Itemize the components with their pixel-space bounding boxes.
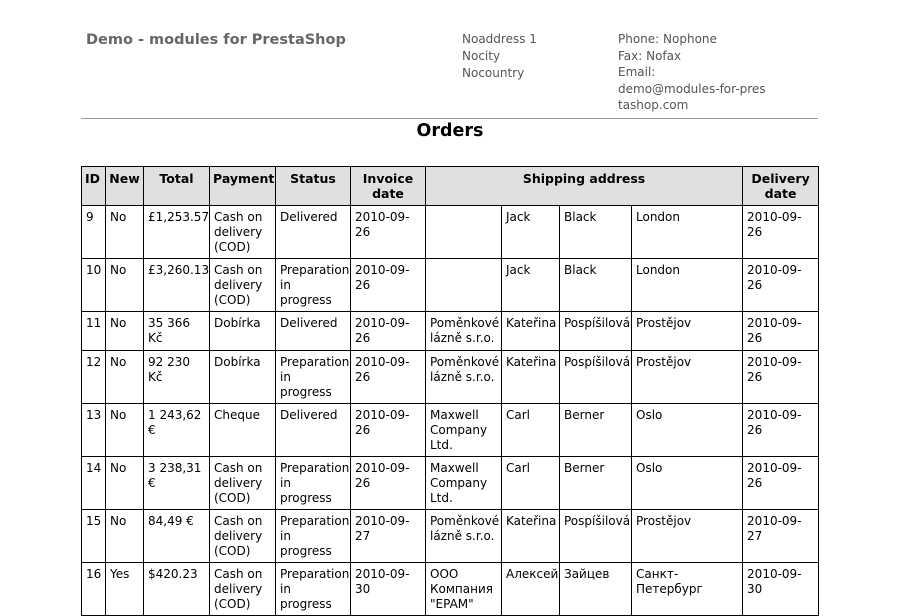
shop-name: Demo - modules for PrestaShop xyxy=(86,32,346,48)
order-status: Preparation in progress xyxy=(276,510,351,563)
order-payment: Cheque xyxy=(210,404,276,457)
order-total: 92 230 Kč xyxy=(144,351,210,404)
shipping-last-name: Black xyxy=(560,259,632,312)
shipping-last-name: Pospíšilová xyxy=(560,351,632,404)
order-status: Delivered xyxy=(276,404,351,457)
order-status: Preparation in progress xyxy=(276,457,351,510)
order-id: 15 xyxy=(82,510,106,563)
shipping-city: Prostějov xyxy=(632,351,743,404)
shipping-first-name: Kateřina xyxy=(502,351,560,404)
shipping-city: Санкт-Петербург xyxy=(632,563,743,616)
shipping-last-name: Зайцев xyxy=(560,563,632,616)
document-header xyxy=(81,30,818,119)
shipping-first-name: Jack xyxy=(502,206,560,259)
orders-table xyxy=(81,166,819,616)
table-row xyxy=(82,510,819,563)
order-invoice-date: 2010-09-26 xyxy=(351,457,426,510)
shipping-last-name: Black xyxy=(560,206,632,259)
shop-address xyxy=(462,31,537,82)
order-delivery-date: 2010-09-26 xyxy=(743,312,819,351)
order-status: Preparation in progress xyxy=(276,563,351,616)
order-delivery-date: 2010-09-26 xyxy=(743,206,819,259)
shipping-city: Oslo xyxy=(632,404,743,457)
table-row xyxy=(82,312,819,351)
shipping-company: Maxwell Company Ltd. xyxy=(426,404,502,457)
shipping-company: Poměnkové lázně s.r.o. xyxy=(426,510,502,563)
order-id: 11 xyxy=(82,312,106,351)
order-total: 84,49 € xyxy=(144,510,210,563)
order-payment: Dobírka xyxy=(210,351,276,404)
order-id: 12 xyxy=(82,351,106,404)
shipping-company: Maxwell Company Ltd. xyxy=(426,457,502,510)
order-status: Preparation in progress xyxy=(276,259,351,312)
shipping-first-name: Carl xyxy=(502,457,560,510)
order-new-flag: No xyxy=(106,457,144,510)
shipping-company: ООО Компания "EPAM" xyxy=(426,563,502,616)
shipping-city: Prostějov xyxy=(632,312,743,351)
order-delivery-date: 2010-09-27 xyxy=(743,510,819,563)
column-header-new: New xyxy=(106,167,144,206)
order-id: 9 xyxy=(82,206,106,259)
order-new-flag: No xyxy=(106,312,144,351)
address-line-2: Nocity xyxy=(462,49,501,63)
table-row xyxy=(82,563,819,616)
email-text: demo@modules-for-prestashop.com xyxy=(618,81,766,112)
shipping-first-name: Carl xyxy=(502,404,560,457)
shipping-city: Prostějov xyxy=(632,510,743,563)
order-invoice-date: 2010-09-27 xyxy=(351,510,426,563)
order-new-flag: No xyxy=(106,206,144,259)
table-row xyxy=(82,457,819,510)
table-row xyxy=(82,351,819,404)
fax-text: Fax: Nofax xyxy=(618,48,682,63)
column-header-status: Status xyxy=(276,167,351,206)
order-invoice-date: 2010-09-30 xyxy=(351,563,426,616)
order-delivery-date: 2010-09-26 xyxy=(743,404,819,457)
shipping-company xyxy=(426,206,502,259)
order-invoice-date: 2010-09-26 xyxy=(351,259,426,312)
shipping-last-name: Pospíšilová xyxy=(560,510,632,563)
order-invoice-date: 2010-09-26 xyxy=(351,312,426,351)
table-row xyxy=(82,259,819,312)
order-total: £1,253.57 xyxy=(144,206,210,259)
order-total: 35 366 Kč xyxy=(144,312,210,351)
shipping-city: London xyxy=(632,259,743,312)
shipping-first-name: Jack xyxy=(502,259,560,312)
order-status: Preparation in progress xyxy=(276,351,351,404)
email-label: Email: xyxy=(618,65,656,79)
order-invoice-date: 2010-09-26 xyxy=(351,206,426,259)
order-total: £3,260.13 xyxy=(144,259,210,312)
order-delivery-date: 2010-09-26 xyxy=(743,457,819,510)
order-total: 3 238,31 € xyxy=(144,457,210,510)
column-header-invoice-date: Invoice date xyxy=(351,167,426,206)
table-header-row xyxy=(82,167,819,206)
shipping-last-name: Berner xyxy=(560,457,632,510)
order-payment: Cash on delivery (COD) xyxy=(210,563,276,616)
shop-contact xyxy=(618,31,768,114)
address-line-1: Noaddress 1 xyxy=(462,32,537,46)
column-header-payment: Payment xyxy=(210,167,276,206)
column-header-shipping-address: Shipping address xyxy=(426,167,743,206)
shipping-company: Poměnkové lázně s.r.o. xyxy=(426,351,502,404)
order-total: $420.23 xyxy=(144,563,210,616)
shipping-first-name: Kateřina xyxy=(502,510,560,563)
column-header-id: ID xyxy=(82,167,106,206)
order-new-flag: No xyxy=(106,351,144,404)
order-id: 16 xyxy=(82,563,106,616)
orders-table-body xyxy=(82,206,819,616)
shipping-last-name: Berner xyxy=(560,404,632,457)
shipping-last-name: Pospíšilová xyxy=(560,312,632,351)
column-header-delivery-date: Delivery date xyxy=(743,167,819,206)
order-invoice-date: 2010-09-26 xyxy=(351,351,426,404)
order-payment: Cash on delivery (COD) xyxy=(210,510,276,563)
order-payment: Cash on delivery (COD) xyxy=(210,259,276,312)
order-id: 10 xyxy=(82,259,106,312)
column-header-total: Total xyxy=(144,167,210,206)
order-payment: Cash on delivery (COD) xyxy=(210,457,276,510)
phone-text: Phone: Nophone xyxy=(618,32,717,46)
order-id: 14 xyxy=(82,457,106,510)
shipping-city: Oslo xyxy=(632,457,743,510)
order-payment: Dobírka xyxy=(210,312,276,351)
shipping-company xyxy=(426,259,502,312)
order-status: Delivered xyxy=(276,312,351,351)
order-delivery-date: 2010-09-26 xyxy=(743,351,819,404)
order-new-flag: Yes xyxy=(106,563,144,616)
address-line-3: Nocountry xyxy=(462,66,525,80)
shipping-city: London xyxy=(632,206,743,259)
order-invoice-date: 2010-09-26 xyxy=(351,404,426,457)
order-payment: Cash on delivery (COD) xyxy=(210,206,276,259)
order-new-flag: No xyxy=(106,510,144,563)
shipping-first-name: Kateřina xyxy=(502,312,560,351)
order-id: 13 xyxy=(82,404,106,457)
shipping-company: Poměnkové lázně s.r.o. xyxy=(426,312,502,351)
order-new-flag: No xyxy=(106,259,144,312)
shipping-first-name: Алексей xyxy=(502,563,560,616)
order-delivery-date: 2010-09-30 xyxy=(743,563,819,616)
table-row xyxy=(82,206,819,259)
table-row xyxy=(82,404,819,457)
order-status: Delivered xyxy=(276,206,351,259)
order-delivery-date: 2010-09-26 xyxy=(743,259,819,312)
order-total: 1 243,62 € xyxy=(144,404,210,457)
page-title: Orders xyxy=(416,121,484,141)
order-new-flag: No xyxy=(106,404,144,457)
